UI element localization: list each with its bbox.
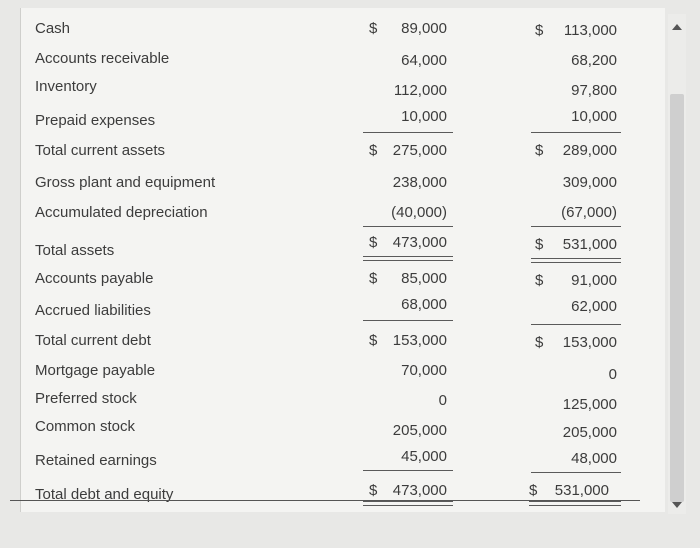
table-row	[21, 200, 665, 226]
total-double-rule	[363, 256, 453, 261]
row-label: Gross plant and equipment	[35, 174, 216, 191]
year2-value: 531,000	[562, 236, 617, 253]
table-row	[21, 108, 665, 134]
year2-value: 309,000	[562, 174, 617, 191]
year2-value: 289,000	[562, 142, 617, 159]
year1-value: 473,000	[392, 482, 447, 499]
year2-value: 62,000	[571, 298, 617, 315]
year1-value: 85,000	[401, 270, 447, 287]
year2-value: 0	[608, 366, 617, 383]
table-row	[21, 266, 665, 292]
subtotal-rule	[531, 472, 621, 473]
table-row	[21, 170, 665, 196]
row-label: Accounts receivable	[35, 50, 170, 67]
table-bottom-border	[10, 500, 640, 501]
table-row	[21, 386, 665, 412]
year2-value: 68,200	[571, 52, 617, 69]
year2-value: 10,000	[571, 108, 617, 125]
subtotal-rule	[531, 226, 621, 227]
year2-value: 91,000	[571, 272, 617, 289]
dollar-sign: $	[369, 332, 378, 349]
row-label: Retained earnings	[35, 452, 157, 469]
year1-value: 45,000	[401, 448, 447, 465]
year2-value: 97,800	[571, 82, 617, 99]
year1-value: 205,000	[392, 422, 447, 439]
row-label: Cash	[35, 20, 71, 37]
subtotal-rule	[531, 132, 621, 133]
row-label: Accounts payable	[35, 270, 154, 287]
dollar-sign: $	[535, 236, 544, 253]
year1-value: 70,000	[401, 362, 447, 379]
year1-value: 238,000	[392, 174, 447, 191]
dollar-sign: $	[535, 22, 544, 39]
row-label: Total current debt	[35, 332, 151, 349]
subtotal-rule	[363, 132, 453, 133]
year2-value: 205,000	[562, 424, 617, 441]
table-row	[21, 74, 665, 100]
row-label: Mortgage payable	[35, 362, 156, 379]
subtotal-rule	[363, 226, 453, 227]
row-label: Accumulated depreciation	[35, 204, 208, 221]
balance-sheet-table	[20, 8, 665, 512]
table-row	[21, 446, 665, 472]
table-row	[21, 46, 665, 72]
table-row	[21, 416, 665, 442]
subtotal-rule	[531, 324, 621, 325]
scroll-thumb[interactable]	[670, 94, 684, 502]
vertical-scrollbar[interactable]	[668, 14, 686, 514]
year1-value: 64,000	[401, 52, 447, 69]
row-label: Common stock	[35, 418, 136, 435]
year2-value: 125,000	[562, 396, 617, 413]
row-label: Preferred stock	[35, 390, 137, 407]
dollar-sign: $	[369, 20, 378, 37]
year2-value: 153,000	[562, 334, 617, 351]
table-row	[21, 298, 665, 324]
dollar-sign: $	[369, 482, 378, 499]
year1-value: 473,000	[392, 234, 447, 251]
year2-value: (67,000)	[561, 204, 617, 221]
scroll-up-arrow-icon[interactable]	[672, 24, 682, 30]
row-label: Prepaid expenses	[35, 112, 156, 129]
row-label: Total assets	[35, 242, 115, 259]
table-row	[21, 358, 665, 384]
row-label: Inventory	[35, 78, 97, 95]
total-double-rule	[531, 258, 621, 263]
total-double-rule	[529, 501, 621, 506]
table-row	[21, 138, 665, 164]
dollar-sign: $	[535, 142, 544, 159]
year2-value: 531,000	[554, 482, 609, 499]
row-label: Total current assets	[35, 142, 166, 159]
subtotal-rule	[363, 470, 453, 471]
year1-value: 10,000	[401, 108, 447, 125]
year1-value: (40,000)	[391, 204, 447, 221]
year1-value: 275,000	[392, 142, 447, 159]
row-label: Accrued liabilities	[35, 302, 151, 319]
dollar-sign: $	[529, 482, 538, 499]
scroll-down-arrow-icon[interactable]	[672, 502, 682, 508]
year2-value: 48,000	[571, 450, 617, 467]
table-row	[21, 232, 665, 258]
year1-value: 112,000	[393, 82, 447, 99]
year1-value: 68,000	[401, 296, 447, 313]
year1-value: 153,000	[392, 332, 447, 349]
dollar-sign: $	[369, 142, 378, 159]
year2-value: 113,000	[563, 22, 617, 39]
dollar-sign: $	[369, 234, 378, 251]
table-row	[21, 328, 665, 354]
row-label: Total debt and equity	[35, 486, 174, 503]
subtotal-rule	[363, 320, 453, 321]
dollar-sign: $	[535, 334, 544, 351]
dollar-sign: $	[369, 270, 378, 287]
table-row	[21, 16, 665, 42]
year1-value: 0	[438, 392, 447, 409]
year1-value: 89,000	[401, 20, 447, 37]
total-double-rule	[363, 501, 453, 506]
dollar-sign: $	[535, 272, 544, 289]
